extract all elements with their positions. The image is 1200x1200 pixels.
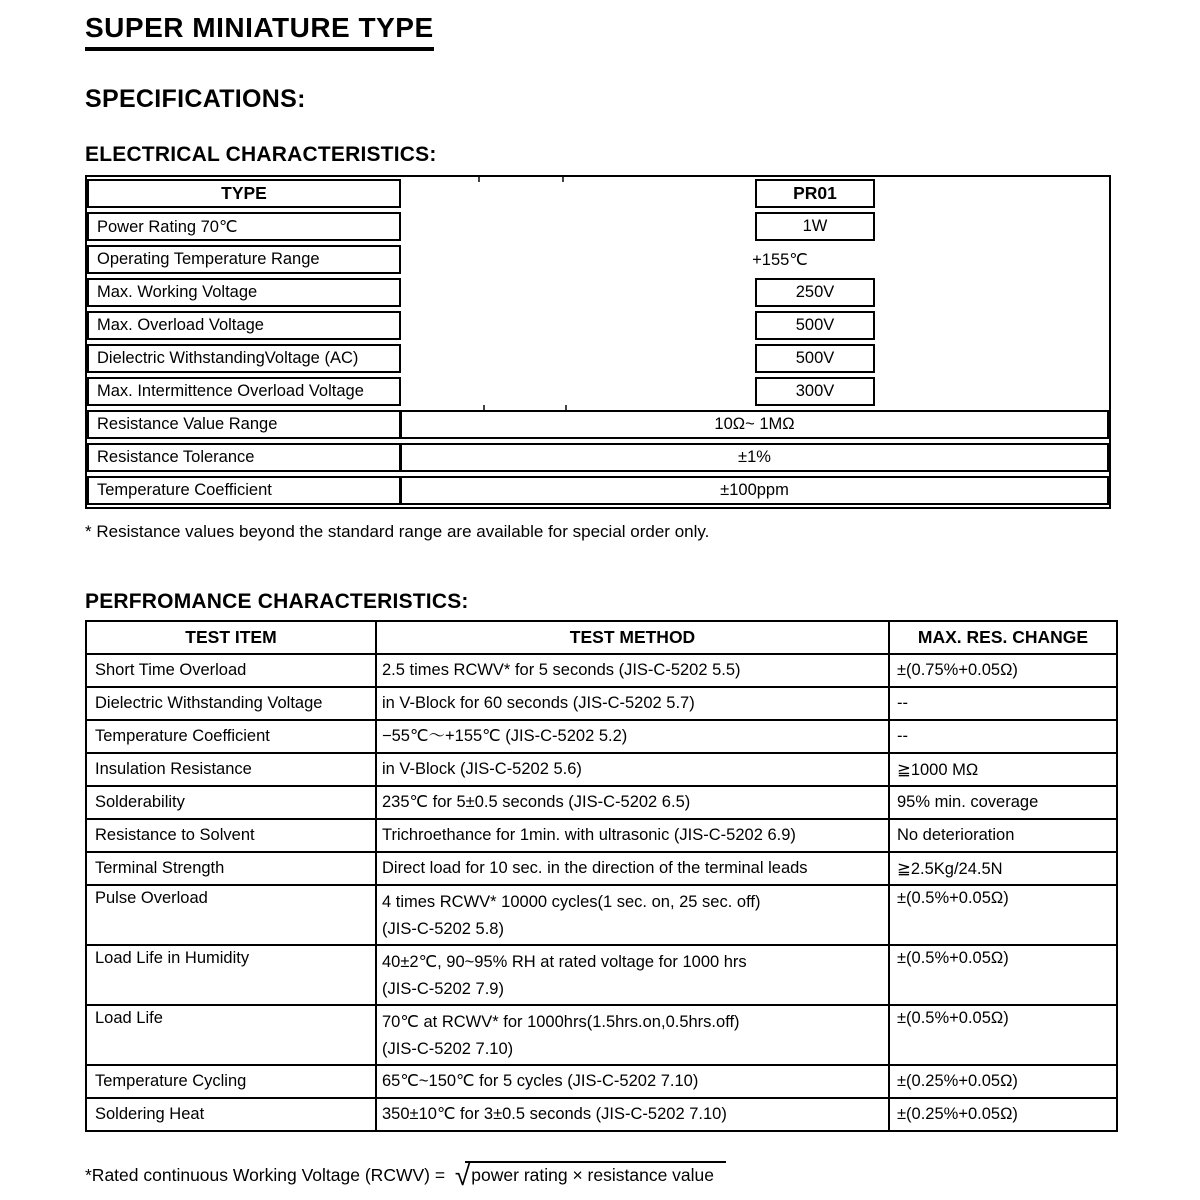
rcwv-formula-text: *Rated continuous Working Voltage (RCWV) = [85, 1165, 450, 1185]
electrical-row-value: 1W [755, 212, 875, 241]
electrical-row-value: 500V [755, 344, 875, 373]
test-item-cell: Terminal Strength [86, 852, 376, 885]
test-item-cell: Dielectric Withstanding Voltage [86, 687, 376, 720]
test-method-cell [376, 819, 889, 852]
test-item-cell: Soldering Heat [86, 1098, 376, 1131]
test-item-cell: Temperature Coefficient [86, 720, 376, 753]
performance-col-header: TEST ITEM [86, 621, 376, 654]
performance-row [86, 753, 1117, 786]
max-res-change-cell: ±(0.75%+0.05Ω) [889, 654, 1117, 687]
test-method-line: −55℃～+155℃ (JIS-C-5202 5.2) [382, 727, 628, 745]
electrical-row-label: Temperature Coefficient [87, 476, 401, 505]
test-method-cell [376, 786, 889, 819]
test-method-line: 65℃~150℃ for 5 cycles (JIS-C-5202 7.10) [382, 1072, 699, 1090]
max-res-change-cell: -- [889, 687, 1117, 720]
performance-col-header: TEST METHOD [376, 621, 889, 654]
performance-row [86, 852, 1117, 885]
test-method-cell [376, 654, 889, 687]
electrical-row-value: 10Ω~ 1MΩ [400, 410, 1109, 439]
test-method-line: Trichroethance for 1min. with ultrasonic (JIS-C-5202 6.9) [382, 826, 796, 844]
electrical-row-value: +155℃ [752, 250, 808, 269]
electrical-note: * Resistance values beyond the standard range are available for special order only. [85, 522, 710, 541]
electrical-row-label: Operating Temperature Range [87, 245, 401, 274]
test-method-line: 70℃ at RCWV* for 1000hrs(1.5hrs.on,0.5hrs.off) [382, 1013, 740, 1031]
performance-col-header: MAX. RES. CHANGE [889, 621, 1117, 654]
test-method-cell [376, 945, 889, 1005]
electrical-row-value: 500V [755, 311, 875, 340]
electrical-heading: ELECTRICAL CHARACTERISTICS: [85, 143, 437, 166]
test-method-cell [376, 1098, 889, 1131]
scan-tick [478, 177, 480, 182]
test-method-line: (JIS-C-5202 5.8) [382, 920, 504, 938]
performance-row [86, 1065, 1117, 1098]
test-method-cell [376, 885, 889, 945]
electrical-row-value: 300V [755, 377, 875, 406]
test-method-line: 4 times RCWV* 10000 cycles(1 sec. on, 25 sec. off) [382, 893, 761, 911]
electrical-row-value: 250V [755, 278, 875, 307]
electrical-row-label: TYPE [87, 179, 401, 208]
electrical-row-label: Power Rating 70℃ [87, 212, 401, 241]
test-method-cell [376, 1005, 889, 1065]
performance-row [86, 945, 1117, 1005]
test-item-cell: Pulse Overload [86, 885, 376, 945]
max-res-change-cell: ±(0.5%+0.05Ω) [889, 1005, 1117, 1065]
test-item-cell: Temperature Cycling [86, 1065, 376, 1098]
test-method-cell [376, 687, 889, 720]
test-item-cell: Load Life [86, 1005, 376, 1065]
electrical-row-value: ±1% [400, 443, 1109, 472]
test-method-line: in V-Block (JIS-C-5202 5.6) [382, 760, 582, 778]
performance-header-row [86, 621, 1117, 654]
electrical-row-value: PR01 [755, 179, 875, 208]
test-item-cell: Short Time Overload [86, 654, 376, 687]
rcwv-formula [85, 1160, 726, 1192]
electrical-table [85, 175, 1111, 509]
test-item-cell: Insulation Resistance [86, 753, 376, 786]
test-item-cell: Load Life in Humidity [86, 945, 376, 1005]
performance-row [86, 786, 1117, 819]
max-res-change-cell: No deterioration [889, 819, 1117, 852]
electrical-row-value: ±100ppm [400, 476, 1109, 505]
max-res-change-cell: -- [889, 720, 1117, 753]
max-res-change-cell: ±(0.5%+0.05Ω) [889, 885, 1117, 945]
test-method-line: 350±10℃ for 3±0.5 seconds (JIS-C-5202 7.10) [382, 1105, 727, 1123]
performance-row [86, 819, 1117, 852]
electrical-row-label: Resistance Value Range [87, 410, 401, 439]
performance-row [86, 687, 1117, 720]
test-method-cell [376, 1065, 889, 1098]
test-item-cell: Solderability [86, 786, 376, 819]
test-method-line: 40±2℃, 90~95% RH at rated voltage for 1000 hrs [382, 953, 747, 971]
electrical-row-label: Resistance Tolerance [87, 443, 401, 472]
test-method-line: (JIS-C-5202 7.9) [382, 980, 504, 998]
performance-table [85, 620, 1118, 1132]
test-method-line: in V-Block for 60 seconds (JIS-C-5202 5.7) [382, 694, 695, 712]
electrical-row-label: Max. Overload Voltage [87, 311, 401, 340]
test-method-line: Direct load for 10 sec. in the direction of the terminal leads [382, 859, 808, 877]
square-root-symbol: √ [454, 1160, 471, 1191]
performance-row [86, 720, 1117, 753]
performance-row [86, 1098, 1117, 1131]
performance-row [86, 1005, 1117, 1065]
specifications-heading: SPECIFICATIONS: [85, 85, 306, 113]
rcwv-formula-radicand: power rating × resistance value [465, 1161, 726, 1186]
max-res-change-cell: ±(0.5%+0.05Ω) [889, 945, 1117, 1005]
max-res-change-cell: ≧2.5Kg/24.5N [889, 852, 1117, 885]
performance-heading: PERFROMANCE CHARACTERISTICS: [85, 590, 469, 613]
test-method-cell [376, 753, 889, 786]
test-method-cell [376, 720, 889, 753]
page-title: SUPER MINIATURE TYPE [85, 12, 434, 51]
test-method-line: 235℃ for 5±0.5 seconds (JIS-C-5202 6.5) [382, 793, 691, 811]
performance-row [86, 654, 1117, 687]
max-res-change-cell: ≧1000 MΩ [889, 753, 1117, 786]
electrical-row-label: Max. Working Voltage [87, 278, 401, 307]
test-item-cell: Resistance to Solvent [86, 819, 376, 852]
test-method-line: 2.5 times RCWV* for 5 seconds (JIS-C-5202 5.5) [382, 661, 741, 679]
electrical-row-label: Dielectric WithstandingVoltage (AC) [87, 344, 401, 373]
test-method-cell [376, 852, 889, 885]
electrical-row-label: Max. Intermittence Overload Voltage [87, 377, 401, 406]
max-res-change-cell: 95% min. coverage [889, 786, 1117, 819]
max-res-change-cell: ±(0.25%+0.05Ω) [889, 1098, 1117, 1131]
performance-table-body [86, 654, 1117, 1131]
scan-tick [562, 177, 564, 182]
performance-row [86, 885, 1117, 945]
test-method-line: (JIS-C-5202 7.10) [382, 1040, 514, 1058]
max-res-change-cell: ±(0.25%+0.05Ω) [889, 1065, 1117, 1098]
